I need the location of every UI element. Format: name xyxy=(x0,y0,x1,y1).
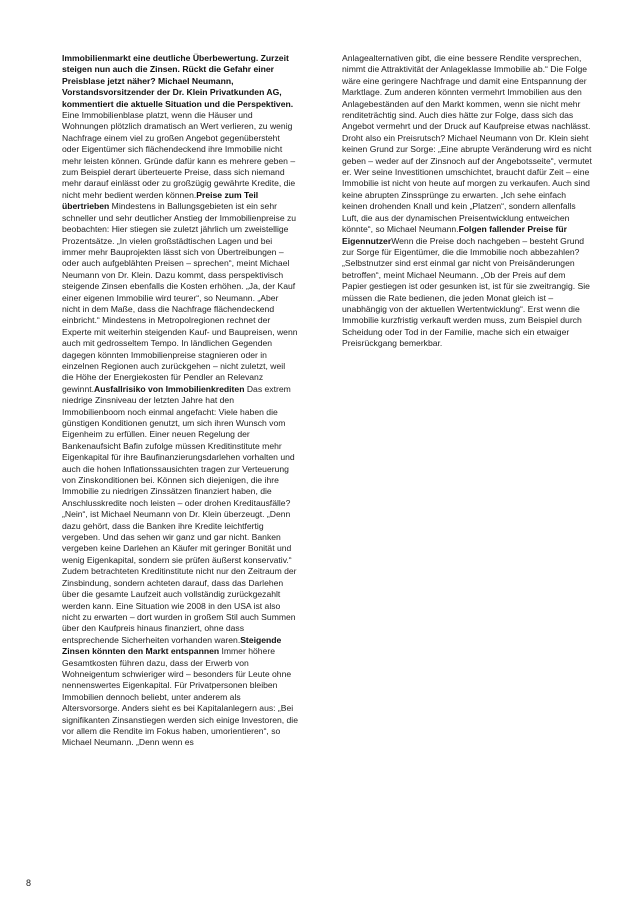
right-text-column xyxy=(342,53,592,350)
paragraph-price-development: Mindestens in Ballungsgebieten ist ein sehr schneller und sehr deutlicher Anstieg der Immobilienpreise zu beobachten: Hier stiegen sie zuletzt jährlich um zweistellige Prozentsätze. „In vielen großstädtischen Lagen und bei immer mehr Bauprojekten lässt sich von Übertreibungen – oder auch aufgeblähten Preisen – sprechen“, meint Michael Neumann von Dr. Klein. Dazu kommt, dass perspektivisch steigende Zinsen ebenfalls die Kosten erhöhen. „Ja, der Kauf einer eigenen Immobilie wird teurer“, so Neumann. „Aber nicht in dem Maße, dass die Nachfrage flächendeckend einbricht.“ Mindestens in Metropolregionen rechnet der Experte mit weiterhin steigenden Kauf- und Baupreisen, wenn auch mit gedrosseltem Tempo. In ländlichen Gegenden dagegen könnten Immobilienpreise stagnieren oder in einzelnen Regionen auch zurückgehen – nicht zuletzt, weil die Höhe der Energiekosten für Pendler an Relevanz gewinnt. xyxy=(62,201,298,394)
page-number: 8 xyxy=(26,878,32,888)
paragraph-market-relief: Anlagealternativen gibt, die eine bessere Rendite versprechen, nimmt die Attraktivität der Anlageklasse Immobilie ab.“ Die Folge wäre eine geringere Nachfrage und damit eine Entspannung der Marktlage. Zum anderen könnten vermehrt Immobilien aus den Anlagebeständen auf den Markt kommen, wenn sie nicht mehr renditeträchtig sind. Auch dies hätte zur Folge, dass sich das Angebot vermehrt und der Druck auf Kaufpreise etwas nachlässt. Droht also ein Preisrutsch? Michael Neumann von Dr. Klein sieht keinen Grund zur Sorge: „Eine abrupte Veränderung wird es nicht geben – weder auf der Zinsnoch auf der Angebotsseite“, vermutet er. Wer seine Investitionen umschichtet, braucht dafür Zeit – eine Immobilie ist nicht von heute auf morgen zu verkaufen. Auch sind keine abrupten Zinssprünge zu erwarten. „Ich sehe einfach keinen drohenden Knall und kein „Platzen“, sondern allenfalls Luft, die aus der dynamischen Preisentwicklung entweichen könnte“, so Michael Neumann. xyxy=(342,53,592,235)
intro-lead-text: Immobilienmarkt eine deutliche Überbewertung. Zurzeit steigen nun auch die Zinsen. Rückt die Gefahr einer Preisblase jetzt näher? Michael Neumann, Vorstandsvorsitzender der Dr. Klein Privatkunden AG, kommentiert die aktuelle Situation und die Perspektiven. xyxy=(62,53,294,109)
paragraph-owner-impact: Wenn die Preise doch nachgeben – besteht Grund zur Sorge für Eigentümer, die die Immobilie noch abbezahlen? „Selbstnutzer sind erst einmal gar nicht von Preisänderungen betroffen“, meint Michael Neumann. „Ob der Preis auf dem Papier gestiegen ist oder gesunken ist, ist für sie zweitrangig. Sie müssen die Rate bedienen, die jeden Monat gleich ist – unabhängig von der aktuellen Wertentwicklung“. Erst wenn die Immobilie kurzfristig verkauft werden muss, zum Beispiel durch Scheidung oder Tod in der Familie, mache sich ein etwaiger Preisrückgang bemerkbar. xyxy=(342,235,590,349)
left-text-column xyxy=(62,53,298,749)
heading-owner-occupiers: Folgen fallender Preise für Eigennutzer xyxy=(342,224,567,246)
heading-rising-rates: Steigende Zinsen könnten den Markt entspannen xyxy=(62,634,282,657)
paragraph-investors: Immer höhere Gesamtkosten führen dazu, dass der Erwerb von Wohneigentum schwieriger wird – besonders für Leute ohne nennenswertes Eigenkapital. Für Privatpersonen bleiben Immobilien dennoch beliebt, unter anderem als Altersvorsorge. Anders sieht es bei Kapitalanlegern aus: „Bei signifikanten Zinsanstiegen werden sich einige Investoren, die vor allem die Rendite im Fokus haben, umorientieren“, so Michael Neumann. „Denn wenn es xyxy=(62,646,298,748)
heading-default-risk: Ausfallrisiko von Immobilienkrediten xyxy=(94,383,245,394)
heading-prices-exaggerated: Preise zum Teil übertrieben xyxy=(62,189,259,212)
paragraph-credit-risk: Das extrem niedrige Zinsniveau der letzten Jahre hat den Immobilienboom noch einmal angefacht: Viele haben die günstigen Konditionen genutzt, um sich ihren Wunsch vom Eigenheim zu erfüllen. Einer neuen Regelung der Bankenaufsicht Bafin zufolge müssen Kreditinstitute mehr Eigenkapital für ihre Baufinanzierungsdarlehen vorhalten und auch die hohen Inflationssausichten tragen zur Verteuerung von Zinskonditionen bei. Können sich diejenigen, die ihre Immobilie zu niedrigen Zinssätzen finanziert haben, die Anschlusskredite noch leisten – oder drohen Kreditausfälle? „Nein“, ist Michael Neumann von Dr. Klein überzeugt. „Denn dazu gehört, dass die Banken ihre Kredite leichtfertig vergeben. Und das sehen wir ganz und gar nicht. Banken vergeben keine Darlehen an Käufer mit geringer Bonität und wenig Eigenkapital, sondern sie prüfen äußerst konservativ.“ Zudem betrachteten Kreditinstitute nicht nur den Zeitraum der Zinsbindung, sondern achteten darauf, dass das Darlehen über die gesamte Laufzeit auch vollständig zurückgezahlt werden kann. Eine Situation wie 2008 in den USA ist also nicht zu erwarten – dort wurden in großem Stil auch Summen über den Kaufpreis hinaus finanziert, ohne dass entsprechende Sicherheiten vorhanden waren. xyxy=(62,383,297,645)
paragraph-bubble-definition: Eine Immobilienblase platzt, wenn die Häuser und Wohnungen plötzlich dramatisch an Wert verlieren, zu wenig Nachfrage einem viel zu großen Angebot gegenübersteht oder Eigentümer sich flächendeckend ihre Immobilie nicht mehr leisten können. Gründe dafür kann es mehrere geben – zum Beispiel derart überteuerte Preise, dass sich niemand mehr darauf einlässt oder zu großzügig gewährte Kredite, die nicht mehr bedient werden können. xyxy=(62,110,296,200)
